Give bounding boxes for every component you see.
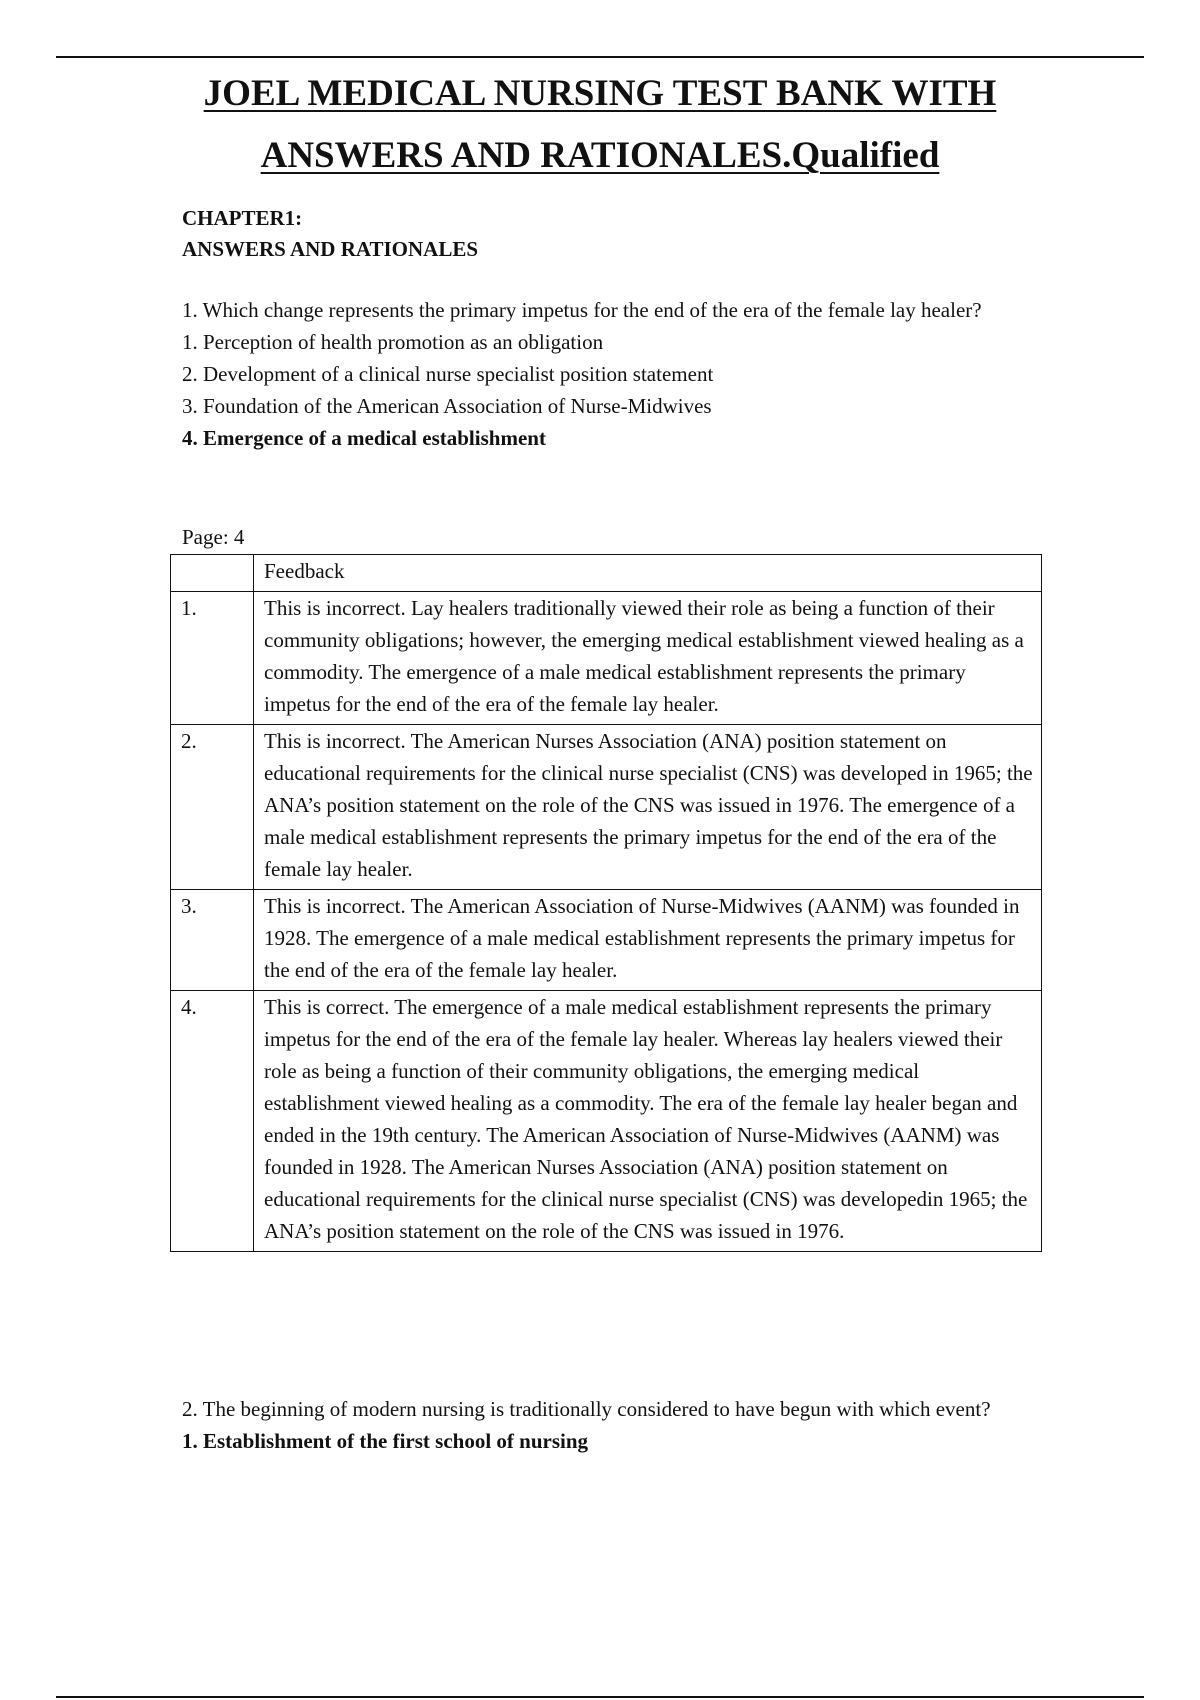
feedback-row-text: This is correct. The emergence of a male medical establishment represents the primary impetus for the end of the era of the female lay healer. Whereas lay healers viewed their role as being a function of their community obligations, the emerging medical establishment viewed healing as a commodity. The era of the female lay healer began and ended in the 19th century. The American Association of Nurse-Midwives (AANM) was founded in 1928. The American Nurses Association (ANA) position statement on educational requirements for the clinical nurse specialist (CNS) was developedin 1965; the ANA’s position statement on the role of the CNS was issued in 1976.: [254, 991, 1042, 1252]
feedback-row-text: This is incorrect. The American Nurses Association (ANA) position statement on educational requirements for the clinical nurse specialist (CNS) was developed in 1965; the ANA’s position statement on the role of the CNS was issued in 1976. The emergence of a male medical establishment represents the primary impetus for the end of the era of the female lay healer.: [254, 725, 1042, 890]
feedback-header-num: [171, 555, 254, 592]
feedback-row-number: 1.: [171, 592, 254, 725]
feedback-table: [170, 554, 1042, 1252]
question-1-option-3: 3. Foundation of the American Association of Nurse-Midwives: [182, 394, 712, 418]
bottom-rule: [56, 1696, 1144, 1698]
question-2: [182, 1393, 1052, 1457]
chapter-subtitle: ANSWERS AND RATIONALES: [182, 237, 479, 261]
document-title-line-1: JOEL MEDICAL NURSING TEST BANK WITH: [203, 73, 997, 114]
table-row: [171, 592, 1042, 725]
question-2-stem: 2. The beginning of modern nursing is traditionally considered to have begun with which event?: [182, 1397, 991, 1421]
chapter-label: CHAPTER1:: [182, 206, 303, 230]
question-2-answer-correct: 1. Establishment of the first school of nursing: [182, 1429, 589, 1453]
top-rule: [56, 56, 1144, 58]
chapter-heading: [182, 203, 478, 265]
table-row: [171, 890, 1042, 991]
document-title-line-2: ANSWERS AND RATIONALES.Qualified: [260, 135, 940, 176]
question-1: [182, 294, 1042, 454]
question-1-stem: 1. Which change represents the primary impetus for the end of the era of the female lay healer?: [182, 298, 982, 322]
feedback-header-label: Feedback: [254, 555, 1042, 592]
question-1-option-4-correct: 4. Emergence of a medical establishment: [182, 426, 546, 450]
table-row: [171, 991, 1042, 1252]
page-reference: Page: 4: [182, 525, 245, 549]
feedback-row-number: 4.: [171, 991, 254, 1252]
feedback-row-number: 2.: [171, 725, 254, 890]
feedback-row-text: This is incorrect. The American Association of Nurse-Midwives (AANM) was founded in 1928. The emergence of a male medical establishment represents the primary impetus for the end of the era of the female lay healer.: [254, 890, 1042, 991]
feedback-row-number: 3.: [171, 890, 254, 991]
feedback-header-row: [171, 555, 1042, 592]
question-1-option-2: 2. Development of a clinical nurse specialist position statement: [182, 362, 714, 386]
feedback-row-text: This is incorrect. Lay healers traditionally viewed their role as being a function of their community obligations; however, the emerging medical establishment viewed healing as a commodity. The emergence of a male medical establishment represents the primary impetus for the end of the era of the female lay healer.: [254, 592, 1042, 725]
table-row: [171, 725, 1042, 890]
question-1-option-1: 1. Perception of health promotion as an obligation: [182, 330, 604, 354]
